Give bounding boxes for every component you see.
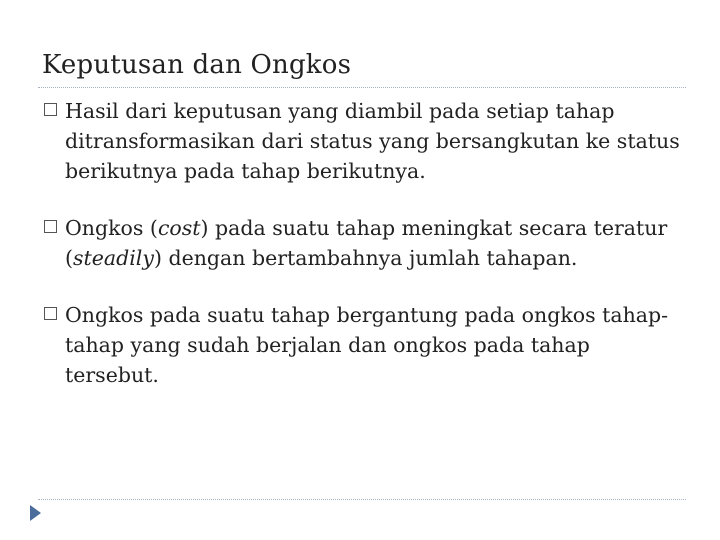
bullet-text-prefix: Ongkos ( [65, 216, 158, 240]
bullet-text-middle: ) pada suatu tahap meningkat secara teratur ( [65, 216, 668, 270]
bullet-text: Hasil dari keputusan yang diambil pada setiap tahap ditransformasikan dari status yang bersangkutan ke status berikutnya pada tahap berikutnya. [65, 99, 680, 183]
term-cost: cost [157, 216, 201, 240]
title-divider [38, 87, 686, 88]
bullet-item [44, 300, 684, 390]
slide-title: Keputusan dan Ongkos [42, 50, 352, 80]
bullet-text: Ongkos pada suatu tahap bergantung pada ongkos tahap-tahap yang sudah berjalan dan ongkos pada tahap tersebut. [65, 303, 669, 387]
checkbox-square-icon [44, 103, 57, 116]
play-triangle-icon[interactable] [30, 505, 41, 521]
bullet-item [44, 213, 684, 273]
bullet-text-suffix: ) dengan bertambahnya jumlah tahapan. [153, 246, 578, 270]
checkbox-square-icon [44, 220, 57, 233]
bullet-list [44, 96, 684, 417]
bullet-item [44, 96, 684, 186]
bullet-text [65, 213, 684, 273]
footer-divider [38, 499, 686, 500]
checkbox-square-icon [44, 307, 57, 320]
term-steadily: steadily [73, 246, 154, 270]
